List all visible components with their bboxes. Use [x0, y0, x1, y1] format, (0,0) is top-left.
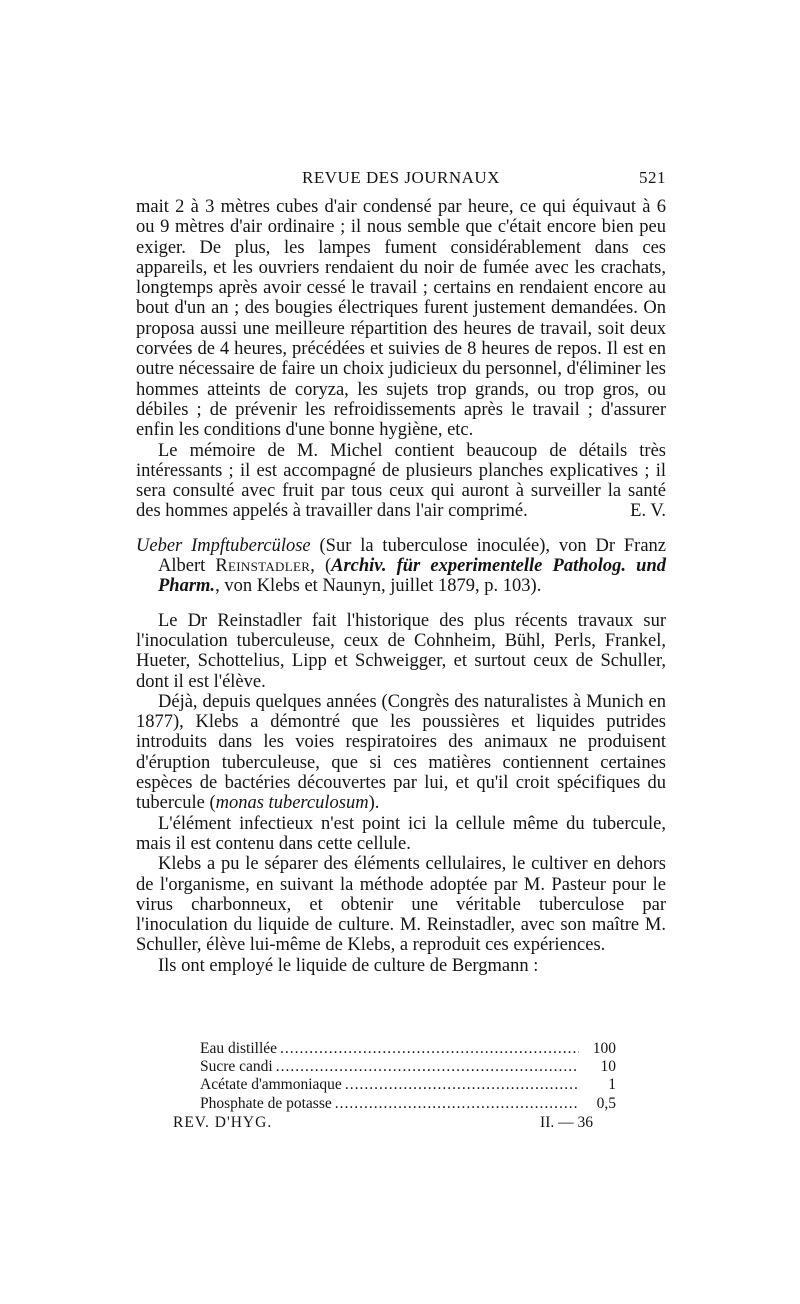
- citation-journal: Archiv. für experimentelle Patholog. und Pharm.: [158, 556, 667, 597]
- paragraph-text: Déjà, depuis quelques années (Congrès des naturalistes à Munich en 1877), Klebs a démontré que les poussières et liquides putrides introduits dans les voies respiratoires des animaux ne produisent d'éruption tuberculeuse, que si ces matières contiennent certaines espèces de bactéries découvertes par lui, et qu'il croit spécifiques du tubercule (: [136, 691, 666, 814]
- citation-comma: , (: [310, 556, 332, 577]
- recipe-ingredient: Sucre candi: [200, 1058, 273, 1076]
- author-signature: E. V.: [630, 501, 666, 522]
- citation-mid: (Sur la tuberculose inoculée), von Dr Franz Albert: [158, 535, 666, 577]
- paragraph-culture: Klebs a pu le séparer des éléments cellulaires, le cultiver en dehors de l'organisme, en suivant la méthode adoptée par M. Pasteur pour le virus charbonneux, et obtenir une véritable tuberculose par l'inoculation du liquide de culture. M. Reinstadler, avec son maître M. Schuller, élève lui-même de Klebs, a reproduit ces expériences.: [136, 854, 666, 956]
- recipe-quantity: 10: [600, 1058, 616, 1076]
- culture-recipe-table: [200, 1040, 616, 1113]
- recipe-row: [200, 1040, 616, 1058]
- article-citation: [136, 536, 666, 597]
- paragraph-michel-memoir: [136, 441, 666, 522]
- leader-dots: [335, 1095, 579, 1113]
- recipe-row: [200, 1058, 616, 1076]
- paragraph-text-end: ).: [368, 793, 380, 814]
- body-text: [136, 197, 666, 976]
- recipe-quantity: 1: [608, 1076, 616, 1094]
- paragraph-text: Le mémoire de M. Michel contient beaucoup de détails très intéressants ; il est accompagné de plusieurs planches explicatives ; il sera consulté avec fruit par tous ceux qui auront à surveiller la santé des hommes appelés à travailler dans l'air comprimé.: [136, 440, 666, 522]
- recipe-quantity: 0,5: [596, 1094, 616, 1112]
- paragraph-continuation: mait 2 à 3 mètres cubes d'air condensé par heure, ce qui équivaut à 6 ou 9 mètres d'air ordinaire ; il nous semble que c'était encore bien peu exiger. De plus, les lampes fument considérablement dans ces appareils, et les ouvriers rendaient du noir de fumée avec les crachats, longtemps après avoir cessé le travail ; certains en rendaient encore au bout d'un an ; des bougies électriques furent justement demandées. On proposa aussi une meilleure répartition des heures de travail, soit deux corvées de 4 heures, précédées et suivies de 8 heures de repos. Il est en outre nécessaire de faire un choix judicieux du personnel, d'éliminer les hommes atteints de coryza, les sujets trop grands, ou trop gros, ou débiles ; de prévenir les refroidissements après le travail ; d'assurer enfin les conditions d'une bonne hygiène, etc.: [136, 197, 666, 441]
- recipe-row: [200, 1076, 616, 1094]
- recipe-row: [200, 1095, 616, 1113]
- leader-dots: [276, 1058, 579, 1076]
- paragraph-klebs-demonstration: [136, 692, 666, 814]
- leader-dots: [345, 1076, 579, 1094]
- running-title: REVUE DES JOURNAUX: [302, 168, 500, 187]
- recipe-ingredient: Phosphate de potasse: [200, 1094, 332, 1112]
- citation-author: Reinstadler: [215, 556, 311, 577]
- paragraph-history: Le Dr Reinstadler fait l'historique des plus récents travaux sur l'inoculation tuberculeuse, ceux de Cohnheim, Bühl, Perls, Frankel, Hueter, Schottelius, Lipp et Schweigger, et surtout ceux de Schuller, dont il est l'élève.: [136, 610, 666, 692]
- paragraph-bergmann: Ils ont employé le liquide de culture de Bergmann :: [158, 955, 539, 976]
- journal-abbreviation: REV. D'HYG.: [173, 1114, 273, 1131]
- recipe-quantity: 100: [592, 1040, 616, 1057]
- recipe-ingredient: Eau distillée: [200, 1040, 278, 1057]
- sheet-signature: II. — 36: [540, 1114, 593, 1131]
- page-number: 521: [639, 168, 666, 187]
- leader-dots: [280, 1040, 579, 1058]
- citation-rest: , von Klebs et Naunyn, juillet 1879, p. 103).: [215, 576, 542, 597]
- running-header: [136, 168, 666, 190]
- recipe-ingredient: Acétate d'ammoniaque: [200, 1076, 342, 1094]
- citation-title: Ueber Impftubercülose: [136, 535, 311, 556]
- species-name: monas tuberculosum: [215, 793, 369, 814]
- paragraph-infectious-element: L'élément infectieux n'est point ici la cellule même du tubercule, mais il est contenu dans cette cellule.: [136, 813, 666, 854]
